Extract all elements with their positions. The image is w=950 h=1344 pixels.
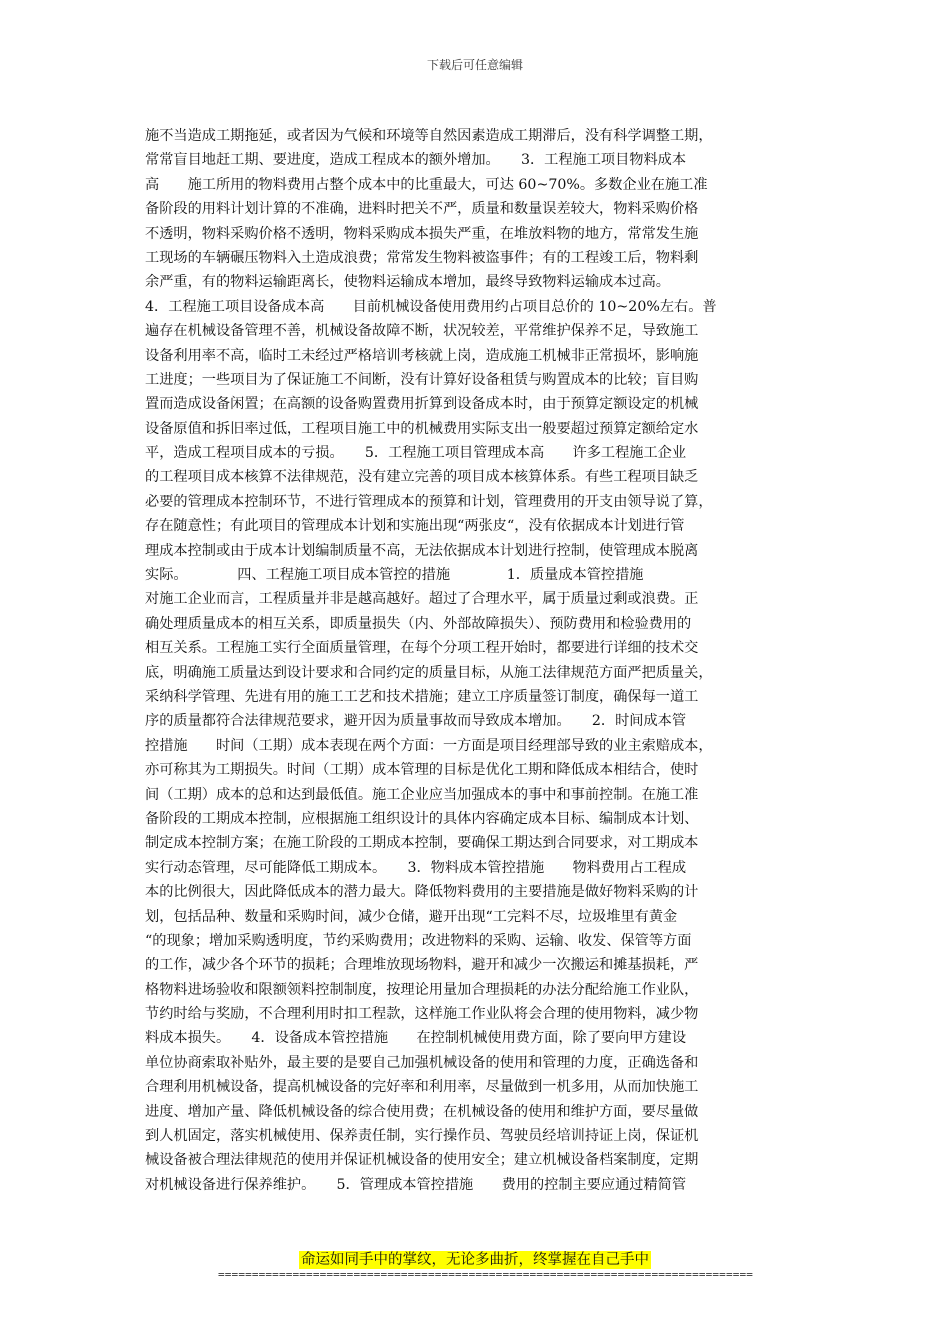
text-line: 设备利用率不高，临时工未经过严格培训考核就上岗，造成施工机械非正常损坏，影响施 <box>145 347 699 364</box>
text-line: “的现象；增加采购透明度，节约采购费用；改进物料的采购、运输、收发、保管等方面 <box>145 932 692 949</box>
text-line: 高 施工所用的物料费用占整个成本中的比重最大，可达 60~70%。多数企业在施工准 <box>145 176 708 193</box>
text-line: 料成本损失。 4．设备成本管控措施 在控制机械使用费方面，除了要向甲方建设 <box>145 1030 687 1047</box>
text-line: 格物料进场验收和限额领料控制制度，按理论用量加合理损耗的办法分配给施工作业队， <box>145 981 699 998</box>
text-line: 备阶段的工期成本控制，应根据施工组织设计的具体内容确定成本目标、编制成本计划、 <box>145 810 699 827</box>
text-line: 理成本控制或由于成本计划编制质量不高，无法依据成本计划进行控制，使管理成本脱离 <box>145 542 699 559</box>
text-line: 遍存在机械设备管理不善，机械设备故障不断，状况较差，平常维护保养不足，导致施工 <box>145 323 699 340</box>
page-header-note: 下载后可任意编辑 <box>426 58 523 72</box>
text-line: 序的质量都符合法律规范要求，避开因为质量事故而导致成本增加。 2．时间成本管 <box>145 713 687 730</box>
text-line: 必要的管理成本控制环节，不进行管理成本的预算和计划，管理费用的开支由领导说了算， <box>145 493 713 510</box>
text-line: 4．工程施工项目设备成本高 目前机械设备使用费用约占项目总价的 10~20%左右。普 <box>145 298 717 315</box>
text-line: 械设备被合理法律规范的使用并保证机械设备的使用安全；建立机械设备档案制度，定期 <box>145 1152 699 1169</box>
text-line: 工进度；一些项目为了保证施工不间断，没有计算好设备租赁与购置成本的比较；盲目购 <box>145 371 699 388</box>
text-line: 的工作，减少各个环节的损耗；合理堆放现场物料，避开和减少一次搬运和摊基损耗，严 <box>145 957 699 974</box>
text-line: 余严重，有的物料运输距离长，使物料运输成本增加，最终导致物料运输成本过高。 <box>145 274 670 291</box>
text-line: 备阶段的用料计划计算的不准确，进料时把关不严，质量和数量误差较大，物料采购价格 <box>145 201 699 218</box>
text-line: 平，造成工程项目成本的亏损。 5．工程施工项目管理成本高 许多工程施工企业 <box>145 445 687 462</box>
text-line: 底，明确施工质量达到设计要求和合同约定的质量目标，从施工法律规范方面严把质量关， <box>145 664 713 681</box>
text-line: 施不当造成工期拖延，或者因为气候和环境等自然因素造成工期滞后，没有科学调整工期， <box>145 128 713 144</box>
text-line: 设备原值和拆旧率过低，工程项目施工中的机械费用实际支出一般要超过预算定额给定水 <box>145 420 699 437</box>
text-line: 到人机固定，落实机械使用、保养责任制，实行操作员、驾驶员经培训持证上岗，保证机 <box>145 1128 699 1145</box>
text-line: 置而造成设备闲置；在高额的设备购置费用折算到设备成本时，由于预算定额设定的机械 <box>145 396 699 413</box>
text-line: 单位协商索取补贴外，最主要的是要自己加强机械设备的使用和管理的力度，正确选备和 <box>145 1054 699 1071</box>
text-line: 划，包括品种、数量和采购时间，减少仓储，避开出现“工完料不尽，垃圾堆里有黄金 <box>145 908 678 925</box>
footer-motto <box>0 1250 950 1270</box>
text-line: 实际。 四、工程施工项目成本管控的措施 1．质量成本管控措施 <box>145 567 644 584</box>
text-line: 节约时给与奖励，不合理利用时扣工程款，这样施工作业队将会合理的使用物料，减少物 <box>145 1006 699 1023</box>
text-line: 亦可称其为工期损失。时间（工期）成本管理的目标是优化工期和降低成本相结合，使时 <box>145 762 699 779</box>
footer-motto-text: 命运如同手中的掌纹，无论多曲折，终掌握在自己手中 <box>301 1252 649 1268</box>
body-text <box>145 124 810 1197</box>
text-line: 对机械设备进行保养维护。 5．管理成本管控措施 费用的控制主要应通过精简管 <box>145 1176 687 1193</box>
text-line: 不透明，物料采购价格不透明，物料采购成本损失严重，在堆放料物的地方，常常发生施 <box>145 225 699 242</box>
text-line: 合理利用机械设备，提高机械设备的完好率和利用率，尽量做到一机多用，从而加快施工 <box>145 1079 699 1096</box>
footer-divider: =============================================================================== <box>218 1268 754 1281</box>
text-line: 本的比例很大，因此降低成本的潜力最大。降低物料费用的主要措施是做好物料采购的计 <box>145 884 699 901</box>
text-line: 存在随意性；有此项目的管理成本计划和实施出现“两张皮“，没有依据成本计划进行管 <box>145 518 685 535</box>
text-line: 常常盲目地赶工期、要进度，造成工程成本的额外增加。 3．工程施工项目物料成本 <box>145 152 687 169</box>
text-line: 的工程项目成本核算不法律规范，没有建立完善的项目成本核算体系。有些工程项目缺乏 <box>145 469 699 486</box>
text-line: 制定成本控制方案；在施工阶段的工期成本控制，要确保工期达到合同要求，对工期成本 <box>145 835 699 852</box>
text-line: 进度、增加产量、降低机械设备的综合使用费；在机械设备的使用和维护方面，要尽量做 <box>145 1103 699 1120</box>
text-line: 间（工期）成本的总和达到最低值。施工企业应当加强成本的事中和事前控制。在施工准 <box>145 786 699 803</box>
text-line: 对施工企业而言，工程质量并非是越高越好。超过了合理水平，属于质量过剩或浪费。正 <box>145 591 699 608</box>
text-line: 实行动态管理，尽可能降低工期成本。 3．物料成本管控措施 物料费用占工程成 <box>145 859 687 876</box>
text-line: 控措施 时间（工期）成本表现在两个方面：一方面是项目经理部导致的业主索赔成本， <box>145 737 713 754</box>
text-line: 相互关系。工程施工实行全面质量管理，在每个分项工程开始时，都要进行详细的技术交 <box>145 640 699 657</box>
text-line: 工现场的车辆碾压物料入土造成浪费；常常发生物料被盗事件；有的工程竣工后，物料剩 <box>145 249 699 266</box>
text-line: 确处理质量成本的相互关系，即质量损失（内、外部故障损失）、预防费用和检验费用的 <box>145 615 692 632</box>
text-line: 采纳科学管理、先进有用的施工工艺和技术措施；建立工序质量签订制度，确保每一道工 <box>145 688 699 705</box>
